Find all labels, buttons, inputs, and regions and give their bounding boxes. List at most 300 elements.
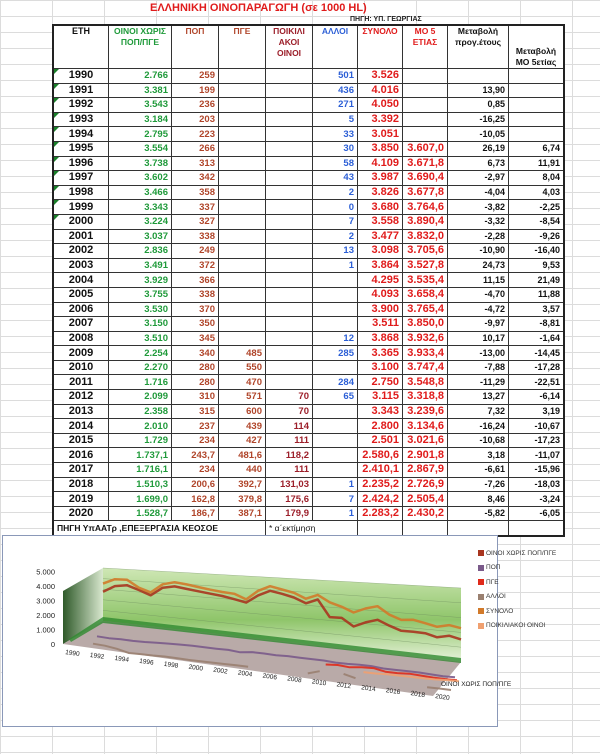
cell-others: 285 xyxy=(313,346,358,361)
cell-pdo: 315 xyxy=(172,404,219,419)
cell-avg-5yr: 3.932,6 xyxy=(403,331,448,346)
cell-wines-without-pdo: 2.099 xyxy=(109,390,172,405)
cell-change-prev-year: -4,72 xyxy=(448,302,509,317)
cell-pdo: 345 xyxy=(172,331,219,346)
cell-year: 2009 xyxy=(53,346,109,361)
cell-total: 3.051 xyxy=(358,127,403,142)
cell-change-prev-year: 7,32 xyxy=(448,404,509,419)
cell-varietal xyxy=(266,141,313,156)
cell-total: 3.343 xyxy=(358,404,403,419)
table-row xyxy=(53,83,564,98)
cell-year: 1997 xyxy=(53,171,109,186)
cell-avg-5yr: 2.901,8 xyxy=(403,448,448,463)
cell-pgi: 550 xyxy=(219,360,266,375)
legend-swatch xyxy=(478,608,484,614)
cell-change-prev-year: -10,05 xyxy=(448,127,509,142)
cell-pdo: 342 xyxy=(172,171,219,186)
y-tick-label: 2.000 xyxy=(36,611,55,620)
cell-pdo: 186,7 xyxy=(172,506,219,521)
cell-total: 3.477 xyxy=(358,229,403,244)
table-row xyxy=(53,404,564,419)
cell-wines-without-pdo: 2.836 xyxy=(109,244,172,259)
cell-change-prev-year: -2,97 xyxy=(448,171,509,186)
cell-change-prev-year: -3,82 xyxy=(448,200,509,215)
cell-pdo: 337 xyxy=(172,200,219,215)
cell-pdo: 236 xyxy=(172,98,219,113)
table-row xyxy=(53,185,564,200)
header-change-5yr-avg: Μεταβολή ΜΟ 5ετίας xyxy=(509,25,565,69)
cell-pdo: 162,8 xyxy=(172,492,219,507)
table-row xyxy=(53,156,564,171)
cell-change-prev-year: -7,26 xyxy=(448,477,509,492)
cell-wines-without-pdo: 2.358 xyxy=(109,404,172,419)
x-tick-label: 2010 xyxy=(311,678,327,688)
cell-pgi xyxy=(219,69,266,84)
cell-varietal xyxy=(266,302,313,317)
x-tick-label: 2014 xyxy=(360,684,377,694)
cell-pgi xyxy=(219,98,266,113)
cell-avg-5yr: 3.832,0 xyxy=(403,229,448,244)
cell-change-5yr-avg xyxy=(509,112,565,127)
cell-pdo: 338 xyxy=(172,287,219,302)
cell-change-prev-year: -2,28 xyxy=(448,229,509,244)
cell-varietal xyxy=(266,98,313,113)
cell-avg-5yr: 3.933,4 xyxy=(403,346,448,361)
cell-wines-without-pdo: 3.602 xyxy=(109,171,172,186)
cell-change-prev-year: 3,18 xyxy=(448,448,509,463)
table-row xyxy=(53,390,564,405)
cell-total: 4.050 xyxy=(358,98,403,113)
cell-total: 2.410,1 xyxy=(358,463,403,478)
cell-wines-without-pdo: 3.755 xyxy=(109,287,172,302)
cell-change-5yr-avg: -3,24 xyxy=(509,492,565,507)
cell-total: 3.526 xyxy=(358,69,403,84)
x-tick-label: 2012 xyxy=(336,681,352,691)
cell-year: 2002 xyxy=(53,244,109,259)
cell-varietal xyxy=(266,331,313,346)
legend-label: ΑΛΛΟΙ xyxy=(486,593,506,601)
cell-total: 3.511 xyxy=(358,317,403,332)
cell-year: 2007 xyxy=(53,317,109,332)
cell-wines-without-pdo: 3.381 xyxy=(109,83,172,98)
cell-varietal xyxy=(266,83,313,98)
table-row xyxy=(53,433,564,448)
cell-wines-without-pdo: 3.184 xyxy=(109,112,172,127)
table-row xyxy=(53,171,564,186)
legend-swatch xyxy=(478,623,484,629)
cell-change-prev-year: -10,90 xyxy=(448,244,509,259)
cell-total: 2.501 xyxy=(358,433,403,448)
table-row xyxy=(53,244,564,259)
cell-avg-5yr xyxy=(403,83,448,98)
cell-others xyxy=(313,302,358,317)
cell-total: 3.115 xyxy=(358,390,403,405)
cell-change-prev-year: -6,61 xyxy=(448,463,509,478)
y-tick-label: 0 xyxy=(50,640,55,649)
cell-others xyxy=(313,360,358,375)
cell-change-5yr-avg: -2,25 xyxy=(509,200,565,215)
cell-pgi xyxy=(219,287,266,302)
cell-avg-5yr: 3.021,6 xyxy=(403,433,448,448)
table-row xyxy=(53,419,564,434)
cell-pgi: 600 xyxy=(219,404,266,419)
cell-total: 4.295 xyxy=(358,273,403,288)
cell-varietal: 131,03 xyxy=(266,477,313,492)
x-tick-label: 2020 xyxy=(434,693,451,702)
legend-swatch xyxy=(478,579,484,585)
table-row xyxy=(53,448,564,463)
cell-others: 284 xyxy=(313,375,358,390)
source-note-top: ΠΗΓΗ: ΥΠ. ΓΕΩΡΓΙΑΣ xyxy=(350,16,422,23)
cell-avg-5yr: 3.705,6 xyxy=(403,244,448,259)
cell-pdo: 199 xyxy=(172,83,219,98)
cell-pgi: 387,1 xyxy=(219,506,266,521)
cell-pdo: 237 xyxy=(172,419,219,434)
cell-varietal: 111 xyxy=(266,463,313,478)
cell-others: 5 xyxy=(313,112,358,127)
cell-wines-without-pdo: 3.929 xyxy=(109,273,172,288)
cell-year: 2013 xyxy=(53,404,109,419)
cell-avg-5yr: 2.867,9 xyxy=(403,463,448,478)
x-tick-label: 1994 xyxy=(114,654,130,664)
cell-change-prev-year: -11,29 xyxy=(448,375,509,390)
cell-avg-5yr xyxy=(403,98,448,113)
cell-pdo: 340 xyxy=(172,346,219,361)
cell-pgi: 440 xyxy=(219,463,266,478)
cell-change-5yr-avg: -9,26 xyxy=(509,229,565,244)
cell-pdo: 234 xyxy=(172,463,219,478)
cell-pgi xyxy=(219,171,266,186)
cell-change-5yr-avg: -8,81 xyxy=(509,317,565,332)
legend-item xyxy=(478,604,556,619)
cell-avg-5yr: 3.671,8 xyxy=(403,156,448,171)
legend-item xyxy=(478,546,556,561)
cell-others: 501 xyxy=(313,69,358,84)
cell-pgi xyxy=(219,317,266,332)
cell-avg-5yr: 3.318,8 xyxy=(403,390,448,405)
header-wines-without-pdo: ΟΙΝΟΙ ΧΩΡΙΣ ΠΟΠ/ΠΓΕ xyxy=(109,25,172,69)
header-pgi: ΠΓΕ xyxy=(219,25,266,69)
cell-total: 3.826 xyxy=(358,185,403,200)
cell-year: 1996 xyxy=(53,156,109,171)
cell-others: 65 xyxy=(313,390,358,405)
cell-wines-without-pdo: 3.037 xyxy=(109,229,172,244)
cell-others: 43 xyxy=(313,171,358,186)
cell-pgi xyxy=(219,127,266,142)
cell-change-5yr-avg: 3,57 xyxy=(509,302,565,317)
cell-pgi xyxy=(219,200,266,215)
cell-total: 2.580,6 xyxy=(358,448,403,463)
cell-varietal: 118,2 xyxy=(266,448,313,463)
cell-change-5yr-avg: 8,04 xyxy=(509,171,565,186)
cell-pdo: 280 xyxy=(172,360,219,375)
table-row xyxy=(53,69,564,84)
cell-change-prev-year: -13,00 xyxy=(448,346,509,361)
x-tick-label: 2000 xyxy=(188,663,204,673)
cell-pgi: 427 xyxy=(219,433,266,448)
cell-varietal xyxy=(266,244,313,259)
legend-swatch xyxy=(478,565,484,571)
header-others: ΑΛΛΟΙ xyxy=(313,25,358,69)
cell-pgi: 379,8 xyxy=(219,492,266,507)
footer-empty-cell xyxy=(509,521,565,536)
cell-varietal xyxy=(266,346,313,361)
cell-wines-without-pdo: 1.716,1 xyxy=(109,463,172,478)
legend-label: ΠΓΕ xyxy=(486,578,499,586)
cell-total: 3.365 xyxy=(358,346,403,361)
cell-varietal xyxy=(266,273,313,288)
cell-change-5yr-avg: -22,51 xyxy=(509,375,565,390)
cell-pgi xyxy=(219,331,266,346)
cell-year: 1998 xyxy=(53,185,109,200)
table-row xyxy=(53,112,564,127)
table-row xyxy=(53,302,564,317)
x-tick-label: 1990 xyxy=(64,649,81,658)
legend-label: ΣΥΝΟΛΟ xyxy=(486,607,514,615)
cell-year: 1992 xyxy=(53,98,109,113)
cell-year: 2004 xyxy=(53,273,109,288)
cell-varietal xyxy=(266,156,313,171)
table-row xyxy=(53,360,564,375)
cell-change-5yr-avg: 3,19 xyxy=(509,404,565,419)
cell-wines-without-pdo: 3.466 xyxy=(109,185,172,200)
table-row xyxy=(53,287,564,302)
cell-avg-5yr xyxy=(403,69,448,84)
cell-avg-5yr: 3.850,0 xyxy=(403,317,448,332)
cell-change-5yr-avg: 9,53 xyxy=(509,258,565,273)
cell-year: 2008 xyxy=(53,331,109,346)
cell-pgi xyxy=(219,156,266,171)
cell-change-prev-year: 11,15 xyxy=(448,273,509,288)
cell-varietal xyxy=(266,200,313,215)
cell-change-5yr-avg: 21,49 xyxy=(509,273,565,288)
cell-wines-without-pdo: 2.254 xyxy=(109,346,172,361)
cell-wines-without-pdo: 1.716 xyxy=(109,375,172,390)
cell-total: 2.750 xyxy=(358,375,403,390)
cell-year: 1993 xyxy=(53,112,109,127)
cell-wines-without-pdo: 3.343 xyxy=(109,200,172,215)
cell-change-prev-year: 13,90 xyxy=(448,83,509,98)
header-pdo: ΠΟΠ xyxy=(172,25,219,69)
cell-pdo: 249 xyxy=(172,244,219,259)
cell-change-prev-year: -9,97 xyxy=(448,317,509,332)
cell-others xyxy=(313,287,358,302)
cell-pgi xyxy=(219,302,266,317)
cell-year: 2016 xyxy=(53,448,109,463)
legend-swatch xyxy=(478,550,484,556)
cell-year: 2010 xyxy=(53,360,109,375)
table-row xyxy=(53,492,564,507)
cell-change-5yr-avg xyxy=(509,98,565,113)
footer-empty-cell xyxy=(358,521,403,536)
x-tick-label: 2004 xyxy=(237,669,253,679)
cell-total: 3.864 xyxy=(358,258,403,273)
cell-change-5yr-avg xyxy=(509,69,565,84)
footer-row xyxy=(53,521,564,536)
cell-total: 2.283,2 xyxy=(358,506,403,521)
cell-avg-5yr: 3.658,4 xyxy=(403,287,448,302)
cell-pdo: 266 xyxy=(172,141,219,156)
cell-others: 1 xyxy=(313,258,358,273)
cell-others xyxy=(313,448,358,463)
cell-pgi: 485 xyxy=(219,346,266,361)
cell-others: 33 xyxy=(313,127,358,142)
cell-avg-5yr: 3.764,6 xyxy=(403,200,448,215)
cell-change-prev-year: 24,73 xyxy=(448,258,509,273)
chart-legend xyxy=(478,546,556,633)
cell-others xyxy=(313,404,358,419)
cell-varietal: 179,9 xyxy=(266,506,313,521)
cell-year: 2020 xyxy=(53,506,109,521)
cell-wines-without-pdo: 1.699,0 xyxy=(109,492,172,507)
cell-pgi xyxy=(219,141,266,156)
table-row xyxy=(53,346,564,361)
cell-others xyxy=(313,317,358,332)
cell-wines-without-pdo: 1.737,1 xyxy=(109,448,172,463)
cell-varietal xyxy=(266,258,313,273)
legend-item xyxy=(478,590,556,605)
cell-pdo: 370 xyxy=(172,302,219,317)
legend-item xyxy=(478,619,556,634)
cell-year: 1990 xyxy=(53,69,109,84)
cell-others: 7 xyxy=(313,214,358,229)
footer-empty-cell xyxy=(403,521,448,536)
cell-year: 2014 xyxy=(53,419,109,434)
cell-change-prev-year: 0,85 xyxy=(448,98,509,113)
legend-label: ΠΟΙΚΙΛΙΑΚΟΙ ΟΙΝΟΙ xyxy=(486,622,546,630)
cell-total: 4.016 xyxy=(358,83,403,98)
cell-change-5yr-avg: -15,96 xyxy=(509,463,565,478)
y-tick-label: 4.000 xyxy=(36,582,55,591)
cell-change-prev-year: -16,24 xyxy=(448,419,509,434)
cell-others: 2 xyxy=(313,229,358,244)
cell-change-prev-year: 13,27 xyxy=(448,390,509,405)
cell-pgi: 481,6 xyxy=(219,448,266,463)
cell-avg-5yr: 3.134,6 xyxy=(403,419,448,434)
table-row xyxy=(53,141,564,156)
legend-item xyxy=(478,561,556,576)
cell-avg-5yr: 3.548,8 xyxy=(403,375,448,390)
table-row xyxy=(53,463,564,478)
cell-wines-without-pdo: 2.795 xyxy=(109,127,172,142)
cell-change-5yr-avg: -14,45 xyxy=(509,346,565,361)
cell-change-5yr-avg: 11,88 xyxy=(509,287,565,302)
footer-estimate-note: * α΄εκτίμηση xyxy=(266,521,358,536)
cell-pgi xyxy=(219,273,266,288)
cell-avg-5yr: 3.765,4 xyxy=(403,302,448,317)
cell-varietal xyxy=(266,69,313,84)
cell-change-5yr-avg xyxy=(509,83,565,98)
cell-others: 12 xyxy=(313,331,358,346)
x-tick-label: 2002 xyxy=(212,666,229,676)
cell-varietal xyxy=(266,112,313,127)
cell-pdo: 234 xyxy=(172,433,219,448)
cell-others: 58 xyxy=(313,156,358,171)
cell-wines-without-pdo: 3.150 xyxy=(109,317,172,332)
table-row xyxy=(53,229,564,244)
cell-avg-5yr: 3.890,4 xyxy=(403,214,448,229)
cell-total: 3.098 xyxy=(358,244,403,259)
header-varietal: ΠΟΙΚΙΛΙ ΑΚΟΙ ΟΙΝΟΙ xyxy=(266,25,313,69)
cell-pgi xyxy=(219,229,266,244)
cell-wines-without-pdo: 2.010 xyxy=(109,419,172,434)
x-tick-label: 2016 xyxy=(385,687,401,697)
cell-pdo: 313 xyxy=(172,156,219,171)
header-row xyxy=(53,25,564,69)
cell-year: 2001 xyxy=(53,229,109,244)
cell-year: 2012 xyxy=(53,390,109,405)
cell-others xyxy=(313,433,358,448)
cell-pgi: 571 xyxy=(219,390,266,405)
cell-change-prev-year: -5,82 xyxy=(448,506,509,521)
cell-change-prev-year: -16,25 xyxy=(448,112,509,127)
cell-avg-5yr xyxy=(403,112,448,127)
cell-year: 1999 xyxy=(53,200,109,215)
cell-total: 3.558 xyxy=(358,214,403,229)
cell-avg-5yr: 3.747,4 xyxy=(403,360,448,375)
cell-varietal xyxy=(266,185,313,200)
cell-pgi: 470 xyxy=(219,375,266,390)
cell-year: 2018 xyxy=(53,477,109,492)
cell-change-prev-year: 10,17 xyxy=(448,331,509,346)
cell-change-prev-year: -4,04 xyxy=(448,185,509,200)
cell-change-prev-year xyxy=(448,69,509,84)
cell-others xyxy=(313,419,358,434)
cell-pdo: 350 xyxy=(172,317,219,332)
cell-change-5yr-avg: -16,40 xyxy=(509,244,565,259)
x-tick-label: 2008 xyxy=(286,675,303,685)
cell-avg-5yr: 2.505,4 xyxy=(403,492,448,507)
cell-pgi xyxy=(219,258,266,273)
cell-others: 1 xyxy=(313,477,358,492)
cell-others: 30 xyxy=(313,141,358,156)
cell-pgi xyxy=(219,185,266,200)
cell-change-5yr-avg: -8,54 xyxy=(509,214,565,229)
cell-pdo: 280 xyxy=(172,375,219,390)
cell-pgi: 392,7 xyxy=(219,477,266,492)
cell-total: 2.235,2 xyxy=(358,477,403,492)
x-tick-label: 1998 xyxy=(163,660,179,670)
cell-avg-5yr: 3.535,4 xyxy=(403,273,448,288)
legend-label: ΠΟΠ xyxy=(486,564,501,572)
cell-total: 3.987 xyxy=(358,171,403,186)
cell-wines-without-pdo: 3.224 xyxy=(109,214,172,229)
legend-label: ΟΙΝΟΙ ΧΩΡΙΣ ΠΟΠ/ΠΓΕ xyxy=(486,549,557,557)
cell-pdo: 259 xyxy=(172,69,219,84)
cell-total: 3.392 xyxy=(358,112,403,127)
table-row xyxy=(53,331,564,346)
cell-total: 2.800 xyxy=(358,419,403,434)
cell-year: 1994 xyxy=(53,127,109,142)
cell-varietal: 175,6 xyxy=(266,492,313,507)
cell-wines-without-pdo: 3.543 xyxy=(109,98,172,113)
cell-others xyxy=(313,463,358,478)
header-total: ΣΥΝΟΛΟ xyxy=(358,25,403,69)
cell-change-5yr-avg: 11,91 xyxy=(509,156,565,171)
table-row xyxy=(53,506,564,521)
x-tick-label: 2006 xyxy=(262,672,278,682)
cell-others: 271 xyxy=(313,98,358,113)
cell-change-prev-year: -7,88 xyxy=(448,360,509,375)
cell-total: 3.850 xyxy=(358,141,403,156)
cell-total: 3.100 xyxy=(358,360,403,375)
cell-wines-without-pdo: 3.530 xyxy=(109,302,172,317)
x-tick-label: 1992 xyxy=(89,651,105,661)
legend-swatch xyxy=(478,594,484,600)
cell-avg-5yr: 3.690,4 xyxy=(403,171,448,186)
cell-change-5yr-avg: 6,74 xyxy=(509,141,565,156)
cell-pdo: 310 xyxy=(172,390,219,405)
